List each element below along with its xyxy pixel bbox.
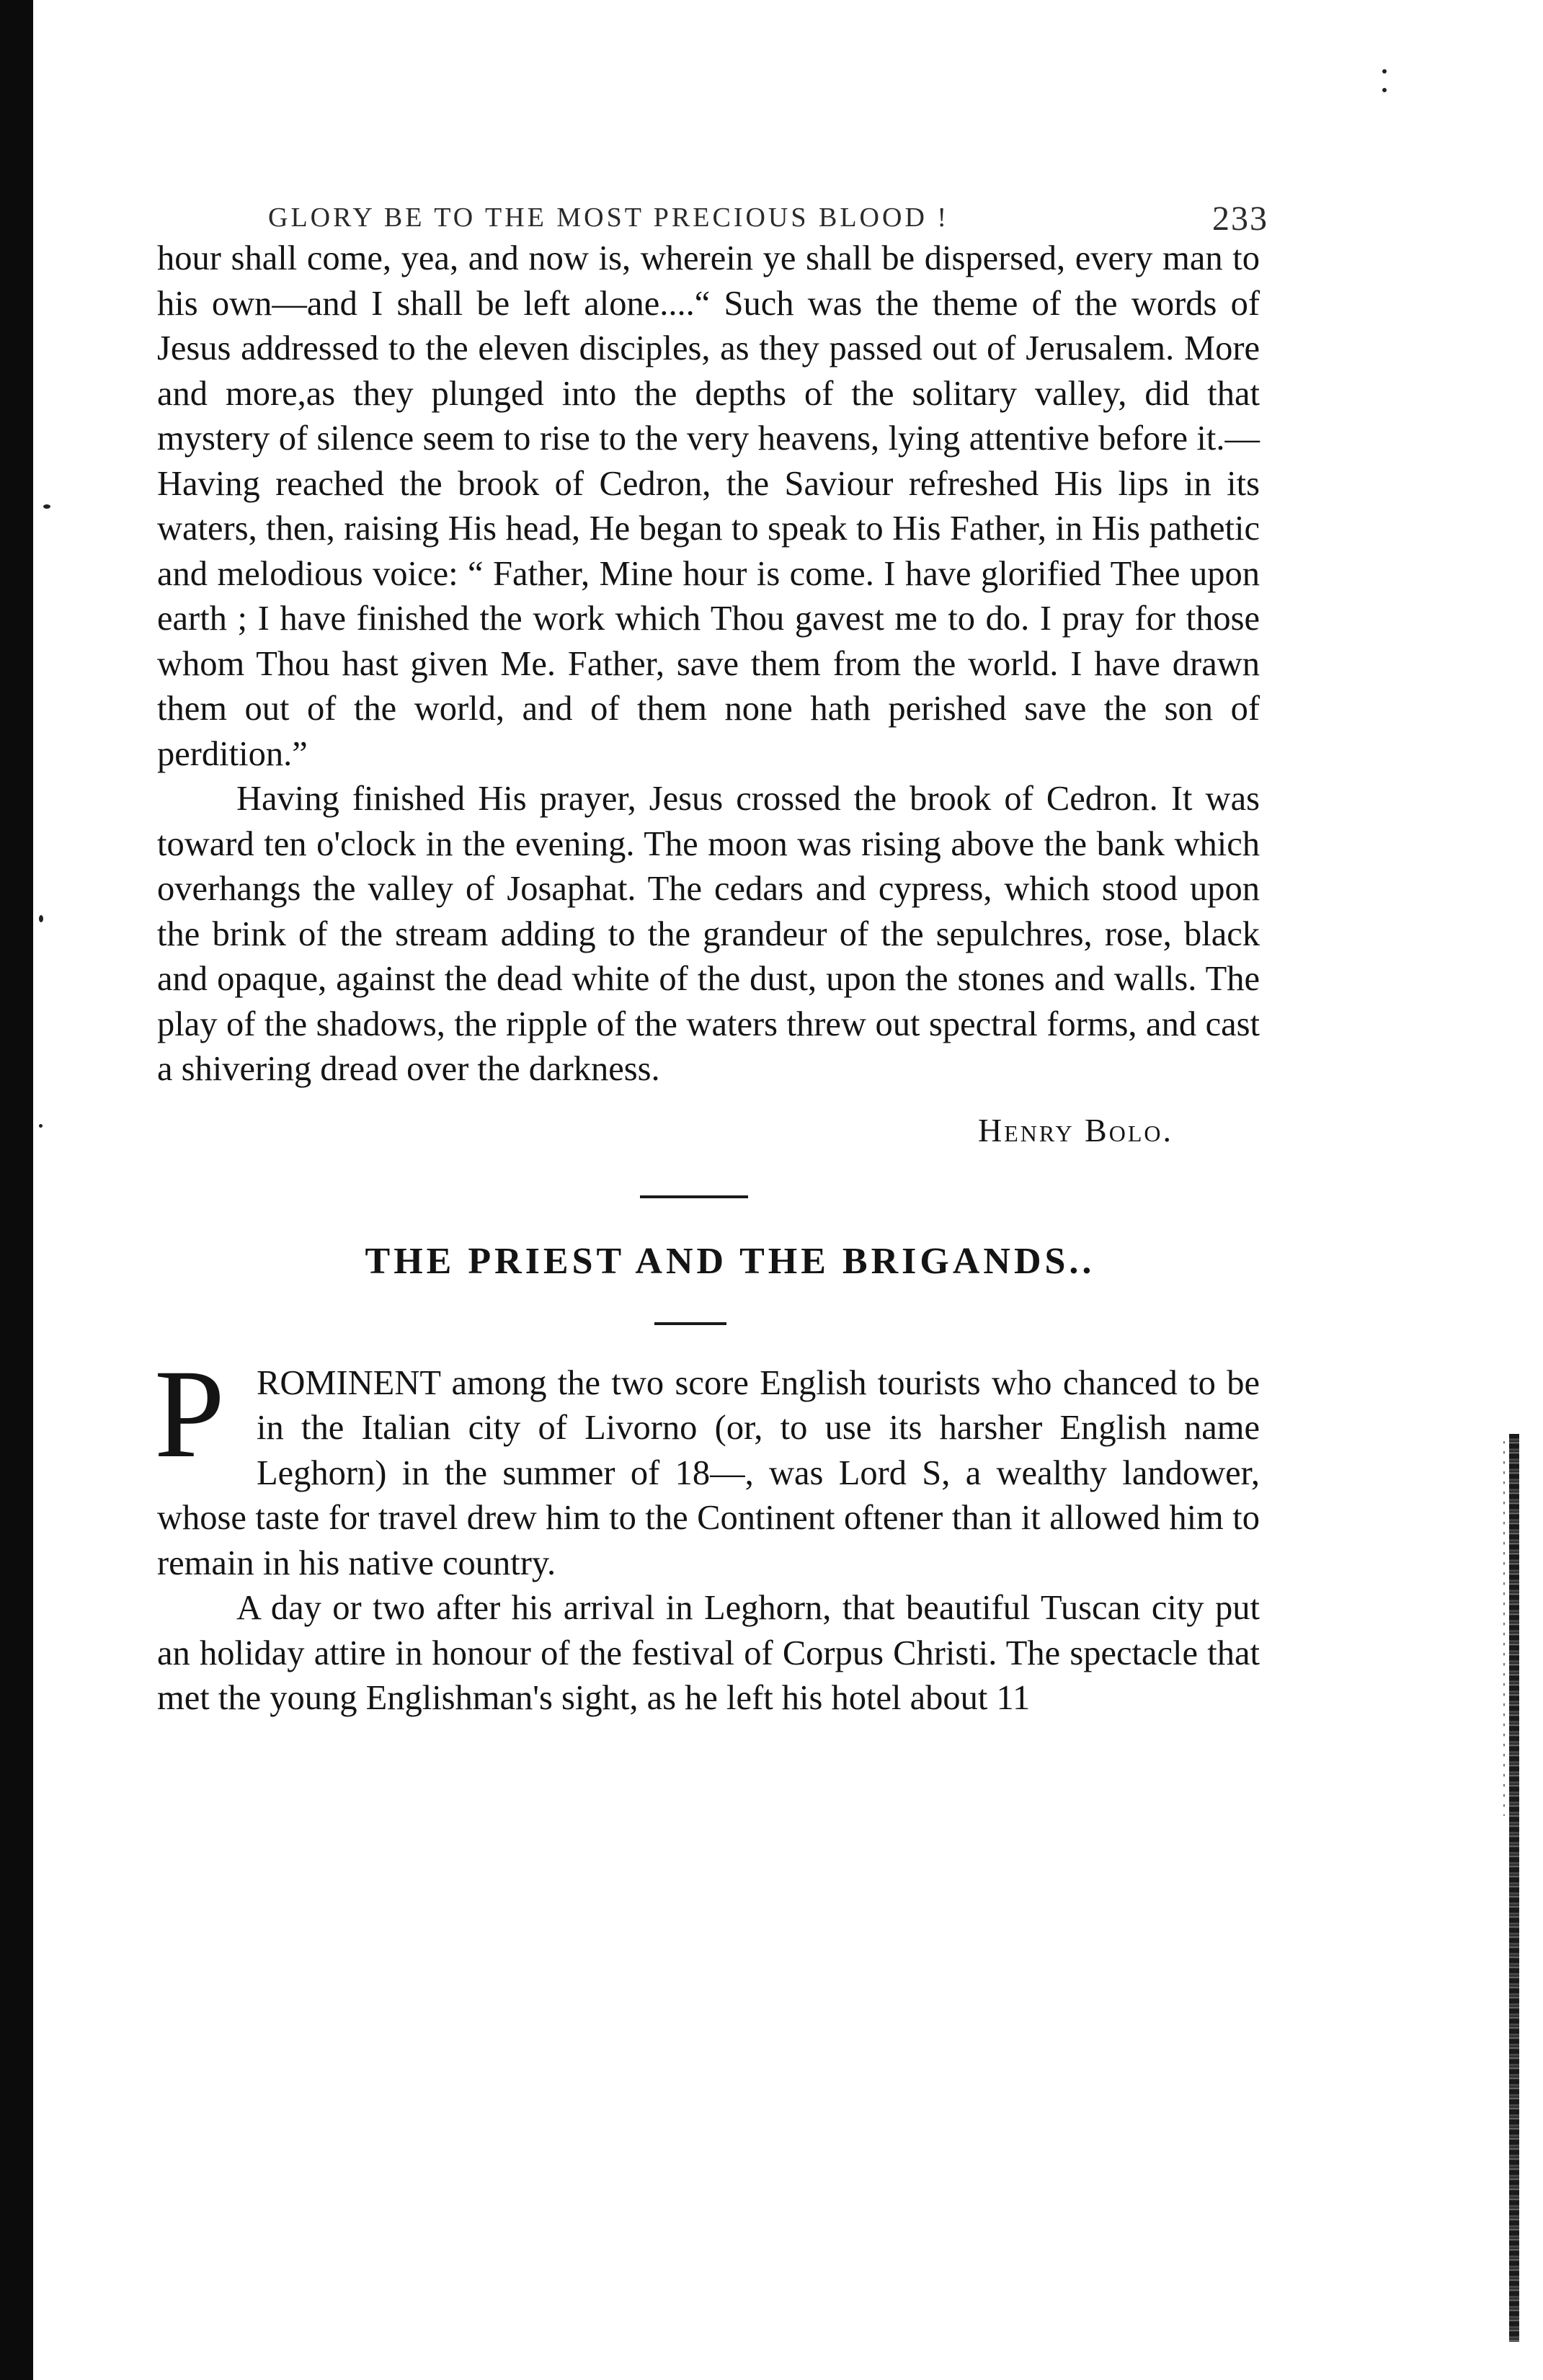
- scan-speck: [43, 504, 50, 509]
- scan-speck: [39, 1124, 43, 1128]
- second-article-opening: [154, 1343, 1260, 1587]
- scan-speck: [1382, 69, 1387, 73]
- scan-edge-left: [0, 0, 33, 2380]
- page-content: [154, 186, 1268, 1721]
- scan-speck: [39, 915, 43, 922]
- drop-cap: P: [154, 1343, 225, 1484]
- scan-edge-right: [1509, 1434, 1519, 2342]
- body-paragraph: hour shall come, yea, and now is, wherein ye shall be dispersed, every man to his own—and I shall be left alone....“ Such was the theme of the words of Jesus addressed to the eleven disciples, as they passed out of Jerusalem. More and more,as they plunged into the depths of the solitary valley, did that mystery of silence seem to rise to the very heavens, lying attentive before it.—Having reached the brook of Cedron, the Saviour refreshed His lips in its waters, then, raising His head, He began to speak to His Father, in His pathetic and melodious voice: “ Father, Mine hour is come. I have glorified Thee upon earth ; I have finished the work which Thou gavest me to do. I pray for those whom Thou hast given Me. Father, save them from the world. I have drawn them out of the world, and of them none hath perished save the son of perdition.”: [157, 239, 1260, 773]
- section-divider: [640, 1195, 748, 1198]
- running-head: [157, 186, 1268, 238]
- scan-speck: [1382, 88, 1387, 92]
- body-paragraph: Having finished His prayer, Jesus crossed the brook of Cedron. It was toward ten o'clock in the evening. The moon was rising above the bank which overhangs the valley of Josaphat. The cedars and cypress, which stood upon the brink of the stream adding to the grandeur of the sepulchres, rose, black and opaque, against the dead white of the dust, upon the stones and walls. The play of the shadows, the ripple of the waters threw out spectral forms, and cast a shivering dread over the darkness.: [157, 780, 1260, 1088]
- scan-edge-right-faint: [1503, 1441, 1505, 1816]
- body-paragraph: A day or two after his arrival in Leghorn, that beautiful Tuscan city put an holiday attire in honour of the festival of Corpus Christi. The spectacle that met the young Englishman's sight, as he left his hotel about 11: [157, 1589, 1260, 1717]
- running-head-title: GLORY BE TO THE MOST PRECIOUS BLOOD !: [268, 202, 950, 233]
- first-article: [157, 236, 1260, 1149]
- article-title: THE PRIEST AND THE BRIGANDS..: [365, 1240, 1095, 1282]
- author-signature: Henry Bolo.: [977, 1111, 1173, 1149]
- page-number: 233: [1212, 200, 1268, 238]
- body-paragraph: ROMINENT among the two score English tourists who chanced to be in the Italian city of Livorno (or, to use its harsher English name Leghorn) in the summer of 18—, was Lord S, a wealthy landower, whose taste for travel drew him to the Continent oftener than it allowed him to remain in his native country.: [157, 1363, 1260, 1582]
- title-rule: [654, 1322, 726, 1325]
